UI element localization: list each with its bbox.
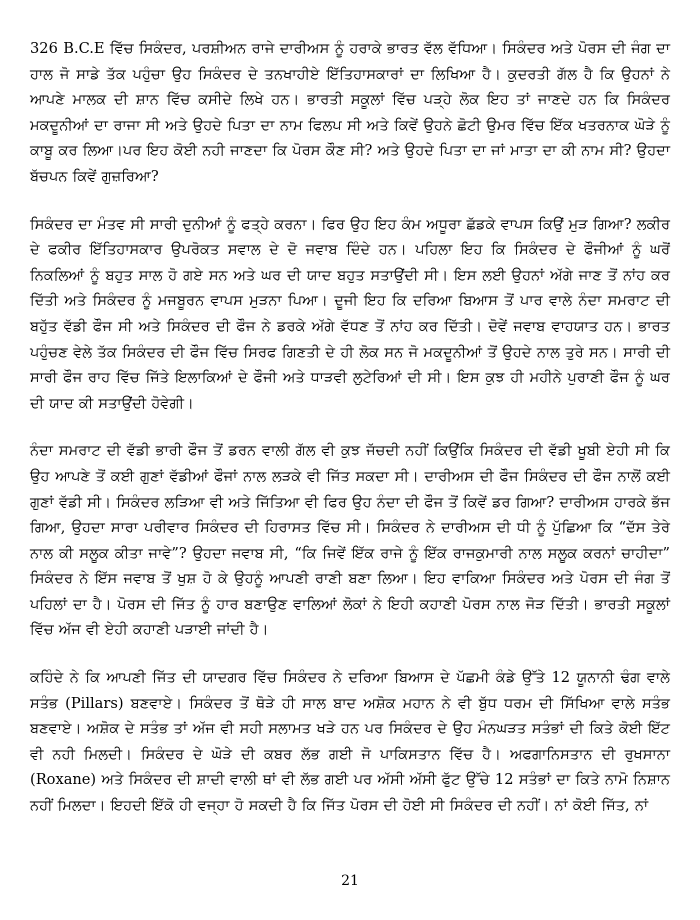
document-page <box>30 36 670 841</box>
paragraph-4: ਕਹਿੰਦੇ ਨੇ ਕਿ ਆਪਣੀ ਜਿੱਤ ਦੀ ਯਾਦਗਰ ਵਿੱਚ ਸਿਕੰਦਰ ਨੇ ਦਰਿਆ ਬਿਆਸ ਦੇ ਪੱਛਮੀ ਕੰਡੇ ਉੱਤੇ 12 ਯੂਨਾਨੀ ਢੰਗ ਵਾਲੇ ਸਤੰਭ (Pillars) ਬਣਵਾਏ। ਸਿਕੰਦਰ ਤੋਂ ਥੋੜੇ ਹੀ ਸਾਲ ਬਾਦ ਅਸ਼ੋਕ ਮਹਾਨ ਨੇ ਵੀ ਬੁੱਧ ਧਰਮ ਦੀ ਸਿੱਖਿਆ ਵਾਲੇ ਸਤੰਭ ਬਣਵਾਏ। ਅਸ਼ੋਕ ਦੇ ਸਤੰਭ ਤਾਂ ਅੱਜ ਵੀ ਸਹੀ ਸਲਾਮਤ ਖੜੇ ਹਨ ਪਰ ਸਿਕੰਦਰ ਦੇ ਉਹ ਮੰਨਘੜਤ ਸਤੰਭਾਂ ਦੀ ਕਿਤੇ ਕੋਈ ਇੱਟ ਵੀ ਨਹੀ ਮਿਲਦੀ। ਸਿਕੰਦਰ ਦੇ ਘੋੜੇ ਦੀ ਕਬਰ ਲੱਭ ਗਈ ਜੋ ਪਾਕਿਸਤਾਨ ਵਿੱਚ ਹੈ। ਅਫਗਾਨਿਸਤਾਨ ਦੀ ਰੁਖਸਾਨਾ (Roxane) ਅਤੇ ਸਿਕੰਦਰ ਦੀ ਸ਼ਾਦੀ ਵਾਲੀ ਥਾਂ ਵੀ ਲੱਭ ਗਈ ਪਰ ਅੱਸੀ ਅੱਸੀ ਫੁੱਟ ਉੱਚੇ 12 ਸਤੰਭਾਂ ਦਾ ਕਿਤੇ ਨਾਮੋ ਨਿਸ਼ਾਨ ਨਹੀਂ ਮਿਲਦਾ। ਇਹਦੀ ਇੱਕੋ ਹੀ ਵਜ੍ਹਾ ਹੋ ਸਕਦੀ ਹੈ ਕਿ ਜਿੱਤ ਪੋਰਸ ਦੀ ਹੋਈ ਸੀ ਸਿਕੰਦਰ ਦੀ ਨਹੀਂ। ਨਾਂ ਕੋਈ ਜਿੱਤ, ਨਾਂ <box>30 669 670 815</box>
paragraph-3: ਨੰਦਾ ਸਮਰਾਟ ਦੀ ਵੱਡੀ ਭਾਰੀ ਫੌਜ ਤੋਂ ਡਰਨ ਵਾਲੀ ਗੱਲ ਵੀ ਕੁਝ ਜੱਚਦੀ ਨਹੀਂ ਕਿਉਂਕਿ ਸਿਕੰਦਰ ਦੀ ਵੱਡੀ ਖੂਬੀ ਏਹੀ ਸੀ ਕਿ ਉਹ ਆਪਣੇ ਤੋਂ ਕਈ ਗੁਣਾਂ ਵੱਡੀਆਂ ਫੌਜਾਂ ਨਾਲ ਲੜਕੇ ਵੀ ਜਿੱਤ ਸਕਦਾ ਸੀ। ਦਾਰੀਅਸ ਦੀ ਫੌਜ ਸਿਕੰਦਰ ਦੀ ਫੌਜ ਨਾਲੋਂ ਕਈ ਗੁਣਾਂ ਵੱਡੀ ਸੀ। ਸਿਕੰਦਰ ਲੜਿਆ ਵੀ ਅਤੇ ਜਿੱਤਿਆ ਵੀ ਫਿਰ ਉਹ ਨੰਦਾ ਦੀ ਫੌਜ ਤੋਂ ਕਿਵੇਂ ਡਰ ਗਿਆ? ਦਾਰੀਅਸ ਹਾਰਕੇ ਭੱਜ ਗਿਆ, ਉਹਦਾ ਸਾਰਾ ਪਰੀਵਾਰ ਸਿਕੰਦਰ ਦੀ ਹਿਰਾਸਤ ਵਿੱਚ ਸੀ। ਸਿਕੰਦਰ ਨੇ ਦਾਰੀਅਸ ਦੀ ਧੀ ਨੂੰ ਪੁੱਛਿਆ ਕਿ “ਦੱਸ ਤੇਰੇ ਨਾਲ ਕੀ ਸਲੂਕ ਕੀਤਾ ਜਾਵੇ”? ਉਹਦਾ ਜਵਾਬ ਸੀ, “ਕਿ ਜਿਵੇਂ ਇੱਕ ਰਾਜੇ ਨੂੰ ਇੱਕ ਰਾਜਕੁਮਾਰੀ ਨਾਲ ਸਲੂਕ ਕਰਨਾਂ ਚਾਹੀਦਾ” ਸਿਕੰਦਰ ਨੇ ਇੱਸ ਜਵਾਬ ਤੋਂ ਖੁਸ਼ ਹੋ ਕੇ ਉਹਨੂੰ ਆਪਣੀ ਰਾਣੀ ਬਣਾ ਲਿਆ। ਇਹ ਵਾਕਿਆ ਸਿਕੰਦਰ ਅਤੇ ਪੋਰਸ ਦੀ ਜੰਗ ਤੋਂ ਪਹਿਲਾਂ ਦਾ ਹੈ। ਪੋਰਸ ਦੀ ਜਿੱਤ ਨੂੰ ਹਾਰ ਬਣਾਉਣ ਵਾਲਿਆਂ ਲੋਕਾਂ ਨੇ ਇਹੀ ਕਹਾਣੀ ਪੋਰਸ ਨਾਲ ਜੋੜ ਦਿੱਤੀ। ਭਾਰਤੀ ਸਕੂਲਾਂ ਵਿੱਚ ਅੱਜ ਵੀ ਏਹੀ ਕਹਾਣੀ ਪੜਾਈ ਜਾਂਦੀ ਹੈ। <box>30 442 670 639</box>
page-number: 21 <box>341 873 359 889</box>
paragraph-1: 326 B.C.E ਵਿੱਚ ਸਿਕੰਦਰ, ਪਰਸ਼ੀਅਨ ਰਾਜੇ ਦਾਰੀਅਸ ਨੂੰ ਹਰਾਕੇ ਭਾਰਤ ਵੱਲ ਵੱਧਿਆ। ਸਿਕੰਦਰ ਅਤੇ ਪੋਰਸ ਦੀ ਜੰਗ ਦਾ ਹਾਲ ਜੋ ਸਾਡੇ ਤੱਕ ਪਹੁੰਚਾ ਉਹ ਸਿਕੰਦਰ ਦੇ ਤਨਖਾਹੀਏ ਇੱਤਿਹਾਸਕਾਰਾਂ ਦਾ ਲਿਖਿਆ ਹੈ। ਕੁਦਰਤੀ ਗੱਲ ਹੈ ਕਿ ਉਹਨਾਂ ਨੇ ਆਪਣੇ ਮਾਲਕ ਦੀ ਸ਼ਾਨ ਵਿੱਚ ਕਸੀਦੇ ਲਿਖੇ ਹਨ। ਭਾਰਤੀ ਸਕੂਲਾਂ ਵਿੱਚ ਪੜ੍ਹੇ ਲੋਕ ਇਹ ਤਾਂ ਜਾਣਦੇ ਹਨ ਕਿ ਸਿਕੰਦਰ ਮਕਦੂਨੀਆਂ ਦਾ ਰਾਜਾ ਸੀ ਅਤੇ ਉਹਦੇ ਪਿਤਾ ਦਾ ਨਾਮ ਫਿਲਪ ਸੀ ਅਤੇ ਕਿਵੇਂ ਉਹਨੇ ਛੋਟੀ ਉਮਰ ਵਿੱਚ ਇੱਕ ਖਤਰਨਾਕ ਘੋੜੇ ਨੂੰ ਕਾਬੂ ਕਰ ਲਿਆ।ਪਰ ਇਹ ਕੋਈ ਨਹੀ ਜਾਣਦਾ ਕਿ ਪੋਰਸ ਕੌਣ ਸੀ? ਅਤੇ ਉਹਦੇ ਪਿਤਾ ਦਾ ਜਾਂ ਮਾਤਾ ਦਾ ਕੀ ਨਾਮ ਸੀ? ਉਹਦਾ ਬੱਚਪਨ ਕਿਵੇਂ ਗੁਜ਼ਰਿਆ? <box>30 40 671 185</box>
paragraph-2: ਸਿਕੰਦਰ ਦਾ ਮੰਤਵ ਸੀ ਸਾਰੀ ਦੁਨੀਆਂ ਨੂੰ ਫਤ੍ਹੇ ਕਰਨਾ। ਫਿਰ ਉਹ ਇਹ ਕੰਮ ਅਧੂਰਾ ਛੱਡਕੇ ਵਾਪਸ ਕਿਉਂ ਮੁੜ ਗਿਆ? ਲਕੀਰ ਦੇ ਫਕੀਰ ਇੱਤਿਹਾਸਕਾਰ ਉਪਰੋਕਤ ਸਵਾਲ ਦੇ ਦੋ ਜਵਾਬ ਦਿੰਦੇ ਹਨ। ਪਹਿਲਾ ਇਹ ਕਿ ਸਿਕੰਦਰ ਦੇ ਫੌਜੀਆਂ ਨੂੰ ਘਰੋਂ ਨਿਕਲਿਆਂ ਨੂੰ ਬਹੁਤ ਸਾਲ ਹੋ ਗਏ ਸਨ ਅਤੇ ਘਰ ਦੀ ਯਾਦ ਬਹੁਤ ਸਤਾਉਂਦੀ ਸੀ। ਇਸ ਲਈ ਉਹਨਾਂ ਅੱਗੇ ਜਾਣ ਤੋਂ ਨਾਂਹ ਕਰ ਦਿੱਤੀ ਅਤੇ ਸਿਕੰਦਰ ਨੂੰ ਮਜਬੂਰਨ ਵਾਪਸ ਮੁੜਨਾ ਪਿਆ। ਦੂਜੀ ਇਹ ਕਿ ਦਰਿਆ ਬਿਆਸ ਤੋਂ ਪਾਰ ਵਾਲੇ ਨੰਦਾ ਸਮਰਾਟ ਦੀ ਬਹੁੱਤ ਵੱਡੀ ਫੌਜ ਸੀ ਅਤੇ ਸਿਕੰਦਰ ਦੀ ਫੌਜ ਨੇ ਡਰਕੇ ਅੱਗੇ ਵੱਧਣ ਤੋਂ ਨਾਂਹ ਕਰ ਦਿੱਤੀ। ਦੋਵੇਂ ਜਵਾਬ ਵਾਹਯਾਤ ਹਨ। ਭਾਰਤ ਪਹੁੰਚਣ ਵੇਲੇ ਤੱਕ ਸਿਕੰਦਰ ਦੀ ਫੌਜ ਵਿੱਚ ਸਿਰਫ ਗਿਣਤੀ ਦੇ ਹੀ ਲੋਕ ਸਨ ਜੋ ਮਕਦੂਨੀਆਂ ਤੋਂ ਉਹਦੇ ਨਾਲ ਤੁਰੇ ਸਨ। ਸਾਰੀ ਦੀ ਸਾਰੀ ਫੌਜ ਰਾਹ ਵਿੱਚ ਜਿੱਤੇ ਇਲਾਕਿਆਂ ਦੇ ਫੌਜੀ ਅਤੇ ਧਾੜਵੀ ਲੁਟੇਰਿਆਂ ਦੀ ਸੀ। ਇਸ ਕੁਝ ਹੀ ਮਹੀਨੇ ਪੁਰਾਣੀ ਫੌਜ ਨੂੰ ਘਰ ਦੀ ਯਾਦ ਕੀ ਸਤਾਉਂਦੀ ਹੋਵੇਗੀ। <box>30 215 670 412</box>
